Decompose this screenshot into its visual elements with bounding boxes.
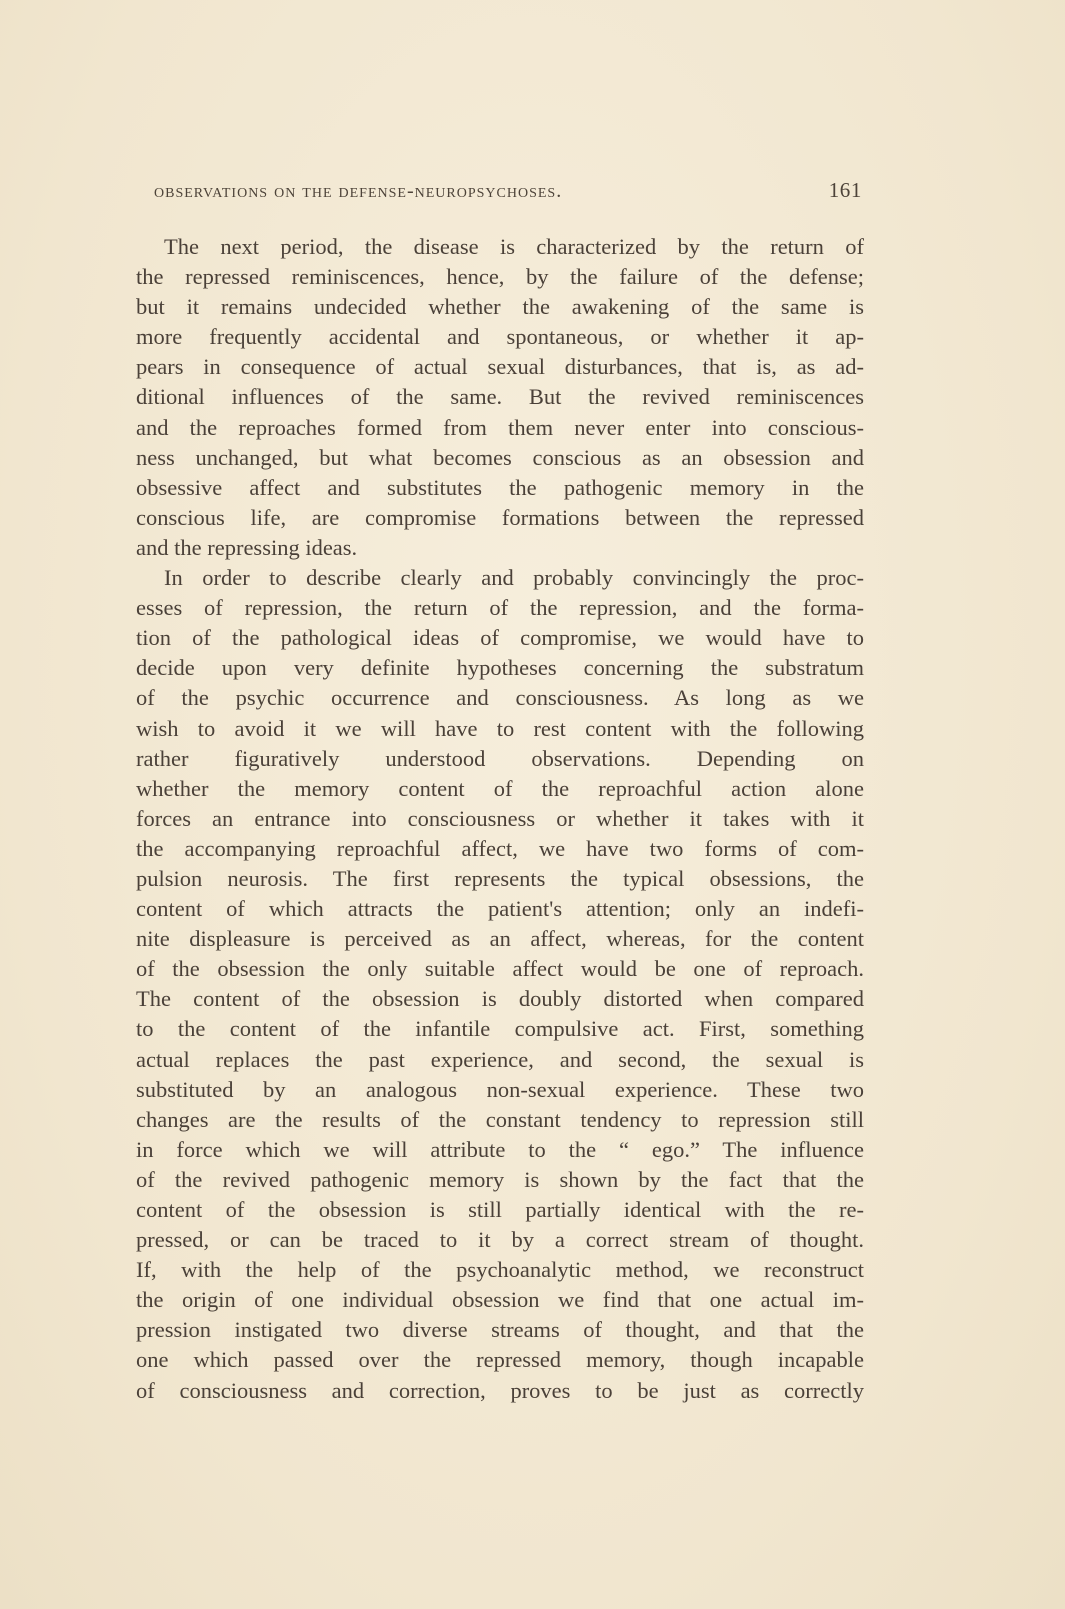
text-line: to the content of the infantile compulsive act. First, something — [136, 1016, 864, 1042]
text-line: and the repressing ideas. — [136, 534, 358, 560]
text-line: whether the memory content of the reproachful action alone — [136, 775, 864, 801]
text-line: obsessive affect and substitutes the pathogenic memory in the — [136, 474, 864, 500]
text-line: pression instigated two diverse streams of thought, and that the — [136, 1317, 864, 1343]
text-line: pears in consequence of actual sexual disturbances, that is, as ad- — [136, 354, 864, 380]
text-line: ness unchanged, but what becomes conscious as an obsession and — [136, 444, 864, 470]
text-line: decide upon very definite hypotheses concerning the substratum — [136, 655, 864, 681]
text-line: If, with the help of the psychoanalytic method, we reconstruct — [136, 1257, 864, 1283]
text-line: The content of the obsession is doubly distorted when compared — [136, 986, 864, 1012]
text-line: pressed, or can be traced to it by a correct stream of thought. — [136, 1227, 864, 1253]
text-line: wish to avoid it we will have to rest content with the following — [136, 715, 864, 741]
text-line: the accompanying reproachful affect, we have two forms of com- — [136, 835, 864, 861]
text-line: of consciousness and correction, proves to be just as correctly — [136, 1377, 864, 1403]
text-line: of the psychic occurrence and consciousness. As long as we — [136, 685, 864, 711]
text-line: content of the obsession is still partially identical with the re- — [136, 1197, 864, 1222]
text-line: tion of the pathological ideas of compromise, we would have to — [136, 625, 864, 651]
text-line: actual replaces the past experience, and second, the sexual is — [136, 1046, 864, 1072]
text-line: changes are the results of the constant tendency to repression still — [136, 1106, 864, 1132]
text-line: The next period, the disease is characterized by the return of — [164, 234, 864, 259]
text-line: forces an entrance into consciousness or whether it takes with it — [136, 805, 864, 831]
text-line: nite displeasure is perceived as an affect, whereas, for the content — [136, 926, 864, 952]
text-line: but it remains undecided whether the awakening of the same is — [136, 294, 864, 320]
page-number: 161 — [828, 178, 862, 202]
text-line: of the obsession the only suitable affect would be one of reproach. — [136, 956, 864, 982]
text-line: In order to describe clearly and probably convincingly the proc- — [164, 565, 864, 591]
text-line: the origin of one individual obsession we find that one actual im- — [136, 1287, 864, 1313]
text-line: the repressed reminiscences, hence, by the failure of the defense; — [136, 264, 864, 290]
running-title: observations on the defense-neuropsychoses. — [154, 180, 563, 202]
text-line: and the reproaches formed from them never enter into conscious- — [136, 414, 864, 440]
text-line: conscious life, are compromise formations between the repressed — [136, 504, 864, 530]
text-line: of the revived pathogenic memory is shown by the fact that the — [136, 1166, 864, 1192]
text-line: substituted by an analogous non-sexual experience. These two — [136, 1076, 864, 1102]
text-line: rather figuratively understood observations. Depending on — [136, 745, 864, 771]
text-line: esses of repression, the return of the repression, and the forma- — [136, 595, 864, 621]
text-line: one which passed over the repressed memory, though incapable — [136, 1347, 864, 1373]
text-line: ditional influences of the same. But the revived reminiscences — [136, 384, 864, 410]
text-line: content of which attracts the patient's attention; only an indefi- — [136, 896, 864, 922]
body-text — [136, 232, 864, 1406]
text-line: pulsion neurosis. The first represents the typical obsessions, the — [136, 865, 864, 891]
running-header — [154, 178, 862, 203]
text-line: in force which we will attribute to the “ ego.” The influence — [136, 1136, 864, 1162]
text-line: more frequently accidental and spontaneous, or whether it ap- — [136, 324, 864, 350]
